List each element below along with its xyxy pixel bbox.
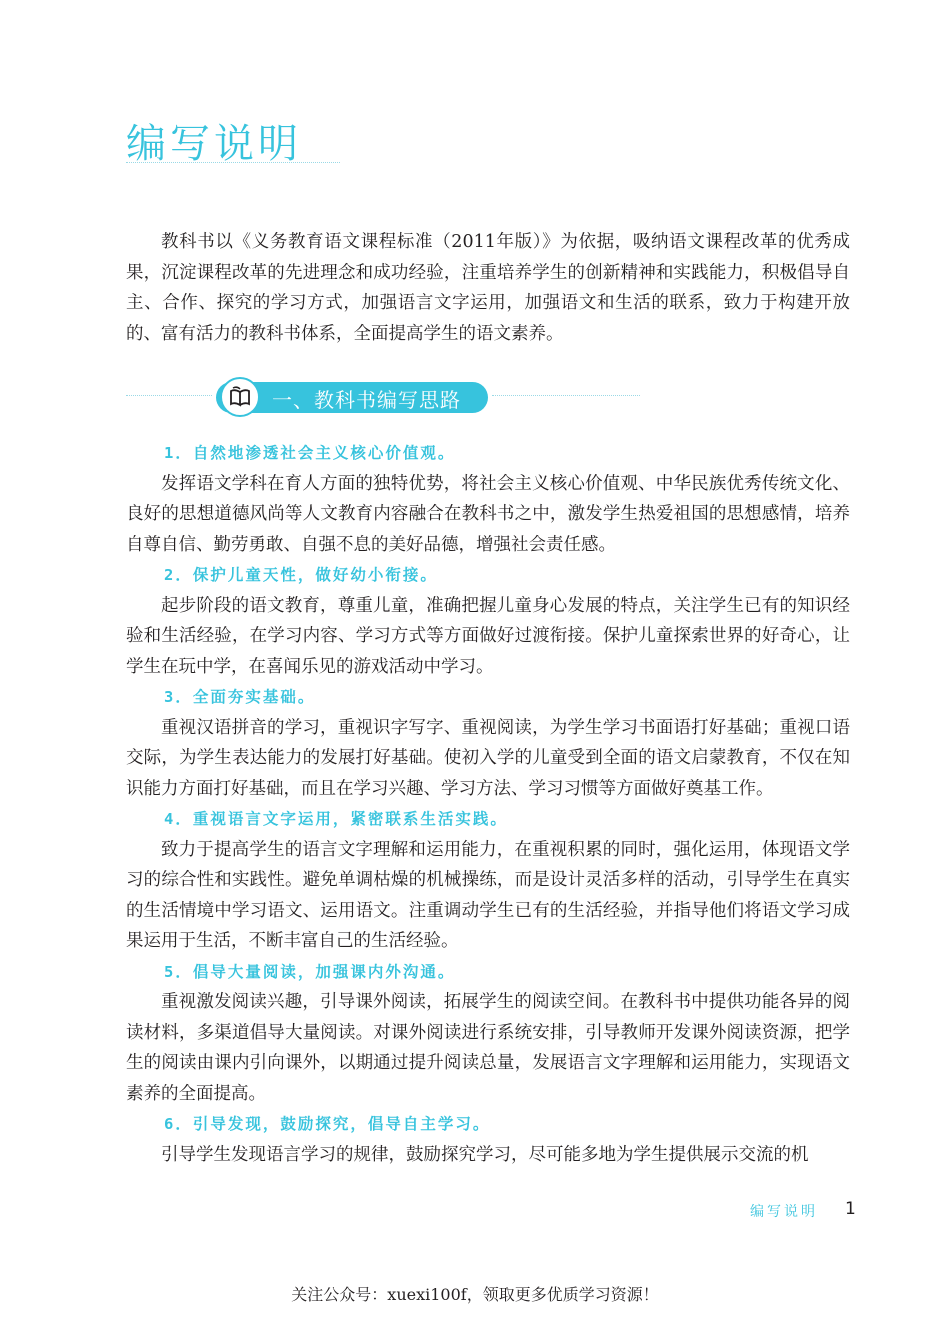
running-footer-label: 编写说明	[750, 1204, 818, 1220]
item-heading: 1．自然地渗透社会主义核心价值观。	[164, 444, 456, 462]
item-body: 发挥语文学科在育人方面的独特优势，将社会主义核心价值观、中华民族优秀传统文化、良好的思想道德风尚等人文教育内容融合在教科书之中，激发学生热爱祖国的思想感情，培养自尊自信、勤劳勇敢、自强不息的美好品德，增强社会责任感。	[126, 473, 850, 555]
item-heading: 5．倡导大量阅读，加强课内外沟通。	[164, 962, 456, 981]
item-heading: 6．引导发现，鼓励探究，倡导自主学习。	[164, 1115, 491, 1133]
open-book-icon	[220, 377, 260, 417]
item-body: 起步阶段的语文教育，尊重儿童，准确把握儿童身心发展的特点，关注学生已有的知识经验和生活经验，在学习内容、学习方式等方面做好过渡衔接。保护儿童探索世界的好奇心，让学生在玩中学，在喜闻乐见的游戏活动中学习。	[126, 595, 850, 677]
item-heading: 2．保护儿童天性，做好幼小衔接。	[164, 566, 438, 584]
page-number: 1	[845, 1199, 856, 1219]
section-banner	[126, 380, 640, 414]
item-body: 重视汉语拼音的学习，重视识字写字、重视阅读，为学生学习书面语打好基础；重视口语交际，为学生表达能力的发展打好基础。使初入学的儿童受到全面的语文启蒙教育，不仅在知识能力方面打好基础，而且在学习兴趣、学习方法、学习习惯等方面做好奠基工作。	[126, 717, 850, 799]
banner-divider-left	[126, 395, 212, 396]
title-underline	[126, 162, 340, 163]
item-body: 致力于提高学生的语言文字理解和运用能力，在重视积累的同时，强化运用，体现语文学习的综合性和实践性。避免单调枯燥的机械操练，而是设计灵活多样的活动，引导学生在真实的生活情境中学习语文、运用语文。注重调动学生已有的生活经验，并指导他们将语文学习成果运用于生活，不断丰富自己的生活经验。	[126, 839, 850, 951]
page-title: 编写说明	[126, 121, 302, 167]
item-body: 重视激发阅读兴趣，引导课外阅读，拓展学生的阅读空间。在教科书中提供功能各异的阅读材料，多渠道倡导大量阅读。对课外阅读进行系统安排，引导教师开发课外阅读资源，把学生的阅读由课内引向课外，以期通过提升阅读总量，发展语言文字理解和运用能力，实现语文素养的全面提高。	[126, 992, 850, 1104]
item-body: 引导学生发现语言学习的规律，鼓励探究学习，尽可能多地为学生提供展示交流的机	[161, 1144, 809, 1165]
section-heading: 一、教科书编写思路	[272, 388, 461, 412]
item-heading: 3．全面夯实基础。	[164, 688, 316, 706]
intro-paragraph: 教科书以《义务教育语文课程标准（2011年版）》为依据，吸纳语文课程改革的优秀成果，沉淀课程改革的先进理念和成功经验，注重培养学生的创新精神和实践能力，积极倡导自主、合作、探究的学习方式，加强语言文字运用，加强语文和生活的联系，致力于构建开放的、富有活力的教科书体系，全面提高学生的语文素养。	[126, 232, 850, 344]
section-content	[126, 438, 850, 1170]
watermark-notice: 关注公众号：xuexi100f，领取更多优质学习资源！	[291, 1285, 659, 1304]
item-heading: 4．重视语言文字运用，紧密联系生活实践。	[164, 810, 508, 828]
banner-divider-right	[492, 395, 640, 396]
